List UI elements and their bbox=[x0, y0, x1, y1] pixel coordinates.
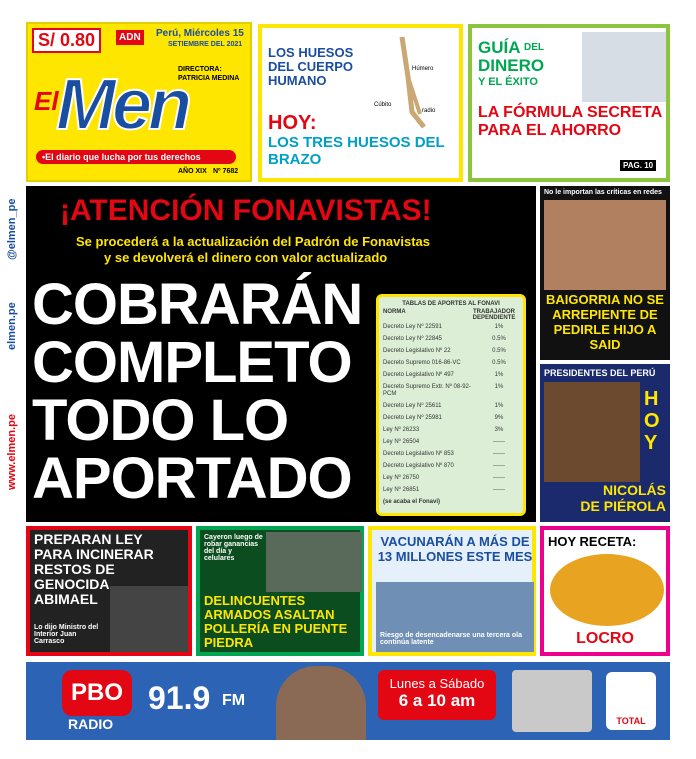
slogan: •El diario que lucha por tus derechos bbox=[36, 150, 236, 164]
guide-title-dinero: DINERO bbox=[478, 56, 545, 75]
fonavi-row bbox=[383, 463, 519, 470]
fonavi-row bbox=[383, 451, 519, 458]
issue-date-month: SETIEMBRE DEL 2021 bbox=[168, 41, 243, 48]
teaser-bones[interactable] bbox=[258, 24, 463, 182]
abimael-headline: PREPARAN LEY PARA INCINERAR RESTOS DE GENOCIDA ABIMAEL bbox=[34, 531, 154, 607]
fonavi-cell-norma: Decreto Legislativo Nº 22 bbox=[383, 348, 451, 354]
story-baigorria[interactable] bbox=[540, 186, 670, 360]
fonavi-table-title: TABLAS DE APORTES AL FONAVI bbox=[402, 301, 500, 307]
price: S/ 0.80 bbox=[32, 28, 101, 53]
schedule-hours: 6 a 10 am bbox=[398, 691, 476, 710]
fonavi-row bbox=[383, 439, 519, 446]
fonavi-row bbox=[383, 475, 519, 482]
story-vacunacion[interactable] bbox=[368, 526, 536, 656]
presidents-kicker: PRESIDENTES DEL PERÚ bbox=[544, 368, 656, 378]
masthead bbox=[26, 22, 252, 182]
twitter-handle[interactable]: @elmen_pe bbox=[6, 198, 18, 260]
fonavi-cell-norma: Decreto Supremo Extr. Nº 08-92-PCM bbox=[383, 384, 471, 397]
story-receta[interactable] bbox=[540, 526, 670, 656]
year: AÑO XIX bbox=[178, 168, 207, 175]
fonavi-cell-aporte: 1% bbox=[494, 372, 504, 378]
fonavi-cell-norma: Decreto Supremo 016-86-VC bbox=[383, 360, 461, 366]
fonavi-row bbox=[383, 384, 519, 398]
radio-fm: FM bbox=[222, 692, 246, 709]
fonavi-row bbox=[383, 427, 519, 434]
lead-deck-2: y se devolverá el dinero con valor actualizado bbox=[104, 250, 388, 265]
fonavi-cell-norma: Ley Nº 26504 bbox=[383, 439, 420, 445]
fonavi-row bbox=[383, 403, 519, 410]
arm-illustration bbox=[372, 32, 458, 132]
bones-hoy: HOY: bbox=[268, 112, 317, 134]
lead-kicker: ¡ATENCIÓN FONAVISTAS! bbox=[60, 194, 432, 227]
fonavi-cell-aporte: 1% bbox=[494, 403, 504, 409]
fonavi-cell-norma: Ley Nº 26851 bbox=[383, 487, 420, 493]
issue-date: Perú, Miércoles 15 bbox=[156, 28, 244, 39]
fonavi-cell-aporte: ------ bbox=[493, 439, 505, 445]
fonavi-cell-norma: Decreto Legislativo Nº 497 bbox=[383, 372, 454, 378]
fonavi-cell-norma: Decreto Ley Nº 25611 bbox=[383, 403, 442, 409]
fonavi-cell-norma: Ley Nº 26750 bbox=[383, 475, 420, 481]
pbo-radio: RADIO bbox=[68, 716, 114, 732]
fonavi-row bbox=[383, 360, 519, 367]
story-polleria[interactable] bbox=[196, 526, 364, 656]
abimael-photo bbox=[110, 586, 188, 652]
vacuna-headline: VACUNARÁN A MÁS DE 13 MILLONES ESTE MES bbox=[377, 534, 533, 564]
fonavi-cell-aporte: 1% bbox=[494, 324, 504, 330]
fonavi-cell-norma: Decreto Ley Nº 22845 bbox=[383, 336, 442, 342]
fonavi-cell-aporte: 0.5% bbox=[492, 336, 506, 342]
fonavi-cell-aporte: 0.5% bbox=[492, 360, 506, 366]
lead-deck-1: Se procederá a la actualización del Padrón de Fonavistas bbox=[76, 234, 431, 249]
receta-dish: LOCRO bbox=[576, 630, 634, 647]
baigorria-kicker: No le importan las críticas en redes bbox=[544, 189, 662, 196]
story-presidents[interactable] bbox=[540, 364, 670, 522]
baigorria-photo bbox=[544, 200, 666, 290]
logo-el: El bbox=[34, 86, 59, 116]
fonavi-row bbox=[383, 336, 519, 343]
pierola-name: NICOLÁS DE PIÉROLA bbox=[580, 482, 666, 514]
bone-label-cubito: Cúbito bbox=[374, 102, 392, 108]
total-brand: TOTAL bbox=[616, 716, 646, 726]
fonavi-row bbox=[383, 487, 519, 494]
logo-men: Men bbox=[56, 65, 188, 145]
radio-ad[interactable] bbox=[26, 662, 670, 740]
fonavi-cell-aporte: ------ bbox=[493, 463, 505, 469]
fonavi-row bbox=[383, 415, 519, 422]
fonavi-cell-aporte: 3% bbox=[494, 427, 504, 433]
bone-label-humero: Húmero bbox=[412, 66, 434, 72]
fonavi-cell-aporte: ------ bbox=[493, 451, 505, 457]
oil-bottles bbox=[512, 670, 592, 732]
fonavi-cell-aporte: 9% bbox=[494, 415, 504, 421]
director-label: DIRECTORA: bbox=[178, 66, 222, 73]
fonavi-cell-aporte: 1% bbox=[494, 384, 504, 390]
fonavi-col-norma: NORMA bbox=[383, 309, 406, 315]
polleria-headline: DELINCUENTES ARMADOS ASALTAN POLLERÍA EN PUENTE PIEDRA bbox=[204, 593, 348, 650]
fonavi-rows bbox=[383, 324, 519, 494]
lead-headline-3: TODO LO bbox=[32, 388, 289, 453]
logo bbox=[34, 62, 244, 144]
fonavi-cell-norma: Decreto Legislativo Nº 853 bbox=[383, 451, 454, 457]
presidents-hoy: HOY bbox=[644, 388, 660, 454]
facebook-handle[interactable]: elmen.pe bbox=[6, 302, 18, 350]
fonavi-cell-norma: Decreto Legislativo Nº 870 bbox=[383, 463, 454, 469]
baigorria-headline: BAIGORRIA NO SE ARREPIENTE DE PEDIRLE HIJO A SAID bbox=[546, 292, 664, 352]
host-photo bbox=[276, 666, 366, 740]
fonavi-col-trabajador: TRABAJADOR DEPENDIENTE bbox=[472, 309, 516, 321]
guide-headline: LA FÓRMULA SECRETA PARA EL AHORRO bbox=[478, 104, 662, 139]
bones-subtitle: LOS TRES HUESOS DEL BRAZO bbox=[268, 134, 445, 168]
abimael-caption: Lo dijo Ministro del Interior Juan Carrasco bbox=[34, 624, 99, 645]
lead-story[interactable] bbox=[26, 186, 536, 522]
polleria-photo bbox=[266, 532, 362, 592]
bones-title: LOS HUESOS DEL CUERPO HUMANO bbox=[268, 45, 354, 88]
locro-photo bbox=[550, 554, 664, 626]
guide-title-del: DEL bbox=[524, 42, 544, 53]
guide-photo bbox=[582, 32, 666, 102]
pbo-brand: PBO bbox=[70, 679, 123, 706]
polleria-kicker: Cayeron luego de robar ganancias del día y celulares bbox=[204, 534, 263, 562]
vacuna-caption: Riesgo de desencadenarse una tercera ola continúa latente bbox=[380, 632, 523, 646]
receta-kicker: HOY RECETA: bbox=[548, 534, 637, 549]
lead-headline-2: COMPLETO bbox=[32, 330, 352, 395]
issue-number: Nº 7682 bbox=[213, 168, 239, 175]
guide-title: GUÍA bbox=[478, 38, 521, 57]
adn-badge: ADN bbox=[116, 30, 144, 45]
fonavi-cell-aporte: ------ bbox=[493, 475, 505, 481]
total-logo bbox=[606, 672, 656, 730]
bone-label-radio: radio bbox=[422, 108, 436, 114]
fonavi-cell-norma: Decreto Ley Nº 22591 bbox=[383, 324, 442, 330]
fonavi-row bbox=[383, 324, 519, 331]
schedule-days: Lunes a Sábado bbox=[389, 676, 485, 691]
fonavi-cell-norma: Decreto Ley Nº 25981 bbox=[383, 415, 442, 421]
pierola-portrait bbox=[544, 382, 640, 482]
fonavi-cell-norma: Ley Nº 26233 bbox=[383, 427, 420, 433]
site-url[interactable]: www.elmen.pe bbox=[6, 413, 18, 490]
lead-headline-4: APORTADO bbox=[32, 446, 352, 511]
director-name: PATRICIA MEDINA bbox=[178, 75, 240, 82]
radio-frequency: 91.9 bbox=[148, 680, 211, 716]
fonavi-row bbox=[383, 348, 519, 355]
sidebar-social bbox=[2, 190, 22, 550]
guide-title-exito: Y EL ÉXITO bbox=[478, 76, 538, 88]
guide-page: PAG. 10 bbox=[620, 160, 656, 171]
fonavi-cell-aporte: 0.5% bbox=[492, 348, 506, 354]
teaser-money-guide[interactable] bbox=[468, 24, 670, 182]
pbo-logo bbox=[62, 670, 132, 716]
fonavi-row bbox=[383, 372, 519, 379]
fonavi-cell-aporte: ------ bbox=[493, 487, 505, 493]
lead-headline-1: COBRARÁN bbox=[32, 272, 363, 337]
story-abimael[interactable] bbox=[26, 526, 192, 656]
schedule-box bbox=[378, 670, 496, 720]
fonavi-table bbox=[376, 294, 526, 516]
fonavi-footnote: (se acaba el Fonavi) bbox=[383, 499, 441, 505]
